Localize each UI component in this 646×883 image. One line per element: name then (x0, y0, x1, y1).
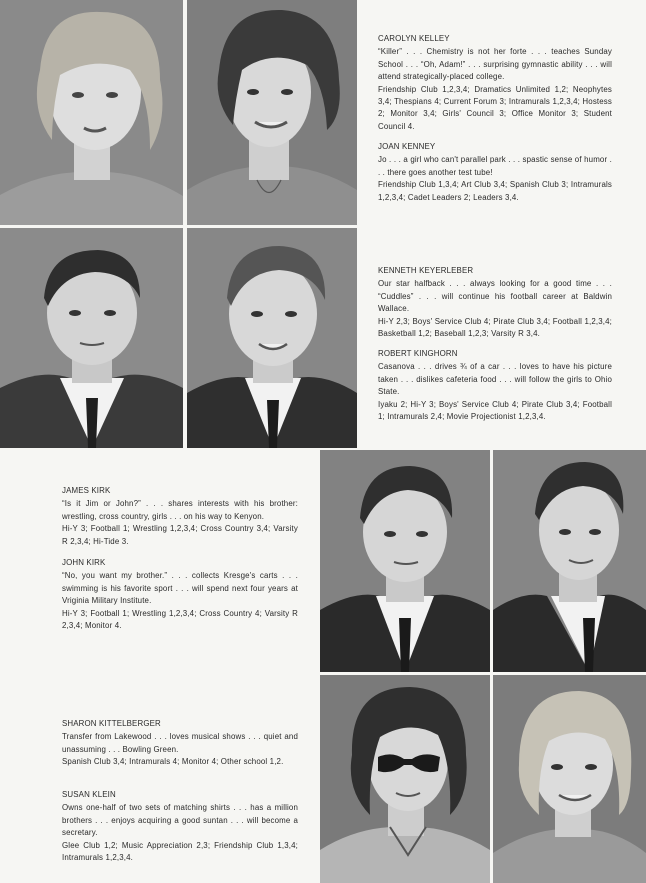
senior-quote: “Is it Jim or John?” . . . shares interests with his brother: wrestling, cross country, girls . . . on his way to Kenyon. (62, 499, 298, 521)
senior-activities: Hi-Y 2,3; Boys' Service Club 4; Pirate Club 3,4; Football 1,2,3,4; Basketball 1,2; Baseball 1,2,3; Varsity R 3,4. (378, 316, 612, 339)
bio-sharon-kittelberger (62, 718, 298, 769)
portrait-boy-icon (0, 228, 183, 448)
portrait-boy-icon (493, 450, 646, 672)
bio-robert-kinghorn (378, 348, 612, 423)
senior-activities: Friendship Club 1,2,3,4; Dramatics Unlimited 1,2; Neophytes 3,4; Thespians 4; Current Forum 3; Intramurals 1,2,3,4; Hostess 2; Monitor 3,4; Girls' Council 3; Office Monitor 3; Student Council 4. (378, 84, 612, 131)
senior-name: JOAN KENNEY (378, 142, 436, 151)
photo-susan-klein (493, 675, 646, 883)
photo-sharon-kittelberger (320, 675, 490, 883)
senior-quote: Owns one-half of two sets of matching shirts . . . has a million brothers . . . enjoys acquiring a good suntan . . . will become a secretary. (62, 803, 298, 838)
senior-name: JOHN KIRK (62, 558, 106, 567)
senior-name: ROBERT KINGHORN (378, 349, 458, 358)
senior-activities: Spanish Club 3,4; Intramurals 4; Monitor 4; Other school 1,2. (62, 757, 284, 767)
bio-james-kirk (62, 485, 298, 548)
portrait-girl-icon (187, 0, 357, 225)
photo-joan-kenney (187, 0, 357, 225)
portrait-girl-icon (320, 675, 490, 883)
photo-robert-kinghorn (187, 228, 357, 448)
senior-quote: Casanova . . . drives ¾ of a car . . . loves to have his picture taken . . . dislikes cafeteria food . . . will follow the girls to Ohio State. (378, 362, 612, 397)
senior-activities: Iyaku 2; Hi-Y 3; Boys' Service Club 4; Pirate Club 3,4; Football 1; Intramurals 2,4; Movie Projectionist 1,2,3,4. (378, 399, 612, 422)
senior-activities: Glee Club 1,2; Music Appreciation 2,3; Friendship Club 1,3,4; Intramurals 1,2,3,4. (62, 840, 298, 863)
photo-kenneth-keyerleber (0, 228, 183, 448)
photo-james-kirk (320, 450, 490, 672)
bio-carolyn-kelley (378, 33, 612, 133)
senior-name: SHARON KITTELBERGER (62, 719, 161, 728)
bio-john-kirk (62, 557, 298, 632)
senior-quote: “No, you want my brother.” . . . collects Kresge's carts . . . swimming is his favorite sport . . . will spend next four years at Vriginia Military Institute. (62, 571, 298, 606)
photo-john-kirk (493, 450, 646, 672)
senior-name: SUSAN KLEIN (62, 790, 116, 799)
portrait-girl-icon (0, 0, 183, 225)
senior-activities: Friendship Club 1,3,4; Art Club 3,4; Spanish Club 3; Intramurals 1,2,3,4; Cadet Leaders 2; Leaders 3,4. (378, 180, 612, 202)
senior-activities: Hi-Y 3; Football 1; Wrestling 1,2,3,4; Cross Country 3,4; Varsity R 2,3,4; Hi-Tide 3. (62, 524, 298, 546)
bio-susan-klein (62, 789, 298, 864)
bio-kenneth-keyerleber (378, 265, 612, 340)
portrait-girl-icon (493, 675, 646, 883)
photo-carolyn-kelley (0, 0, 183, 225)
senior-name: KENNETH KEYERLEBER (378, 266, 474, 275)
bio-joan-kenney (378, 141, 612, 204)
portrait-boy-icon (187, 228, 357, 448)
senior-name: CAROLYN KELLEY (378, 34, 450, 43)
senior-activities: Hi-Y 3; Football 1; Wrestling 1,2,3,4; Cross Country 4; Varsity R 2,3,4; Monitor 4. (62, 608, 298, 631)
senior-quote: Our star halfback . . . always looking for a good time . . . “Cuddles” . . . will continue his football career at Baldwin Wallace. (378, 279, 612, 314)
senior-name: JAMES KIRK (62, 486, 111, 495)
senior-quote: “Killer” . . . Chemistry is not her forte . . . teaches Sunday School . . . “Oh, Adam!” . . . surprising gymnastic ability . . . will attend strategically-placed college. (378, 47, 612, 82)
senior-quote: Transfer from Lakewood . . . loves musical shows . . . quiet and unassuming . . . Bowling Green. (62, 732, 298, 754)
senior-quote: Jo . . . a girl who can't parallel park . . . spastic sense of humor . . . there goes another test tube! (378, 155, 612, 177)
portrait-boy-icon (320, 450, 490, 672)
